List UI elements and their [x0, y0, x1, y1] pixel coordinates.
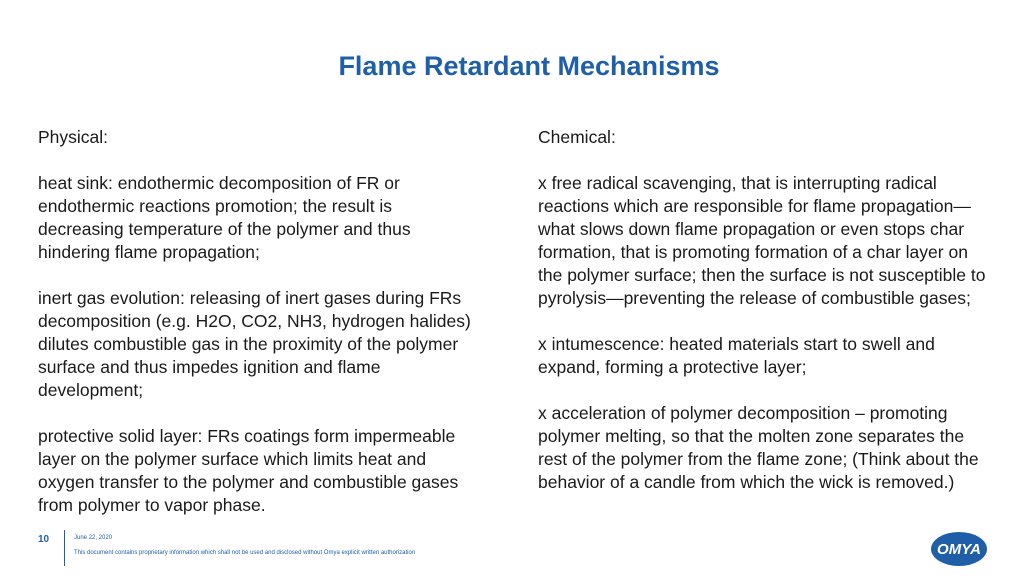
text-line: heat sink: endothermic decomposition of FR or: [38, 173, 400, 193]
text-line: decomposition (e.g. H2O, CO2, NH3, hydrogen halides): [38, 311, 471, 331]
text-line: dilutes combustible gas in the proximity of the polymer: [38, 334, 459, 354]
text-line: rest of the polymer from the flame zone; (Think about the: [538, 449, 979, 469]
physical-protective-layer: [38, 425, 471, 517]
text-line: x acceleration of polymer decomposition – promoting: [538, 403, 948, 423]
text-line: protective solid layer: FRs coatings form impermeable: [38, 426, 456, 446]
page-title: Flame Retardant Mechanisms: [338, 51, 720, 81]
footer-date: June 22, 2020: [74, 535, 113, 541]
text-line: layer on the polymer surface which limits heat and: [38, 449, 427, 469]
text-line: inert gas evolution: releasing of inert gases during FRs: [38, 288, 462, 308]
text-line: from polymer to vapor phase.: [38, 495, 266, 515]
chemical-column: [538, 126, 985, 494]
text-line: oxygen transfer to the polymer and combustible gases: [38, 472, 459, 492]
text-line: pyrolysis—preventing the release of combustible gases;: [538, 288, 971, 308]
physical-column: [38, 126, 471, 517]
physical-heat-sink: [38, 172, 471, 264]
footer-divider: [64, 530, 65, 566]
text-line: expand, forming a protective layer;: [538, 357, 807, 377]
chemical-radical-scavenging: [538, 172, 985, 310]
footer-disclaimer: This document contains proprietary information which shall not be used and disclosed without Omya explicit written authorization: [74, 550, 416, 556]
logo-text: OMYA: [937, 541, 981, 558]
text-line: x free radical scavenging, that is interrupting radical: [538, 173, 937, 193]
text-line: formation, that is promoting formation of a char layer on: [538, 242, 968, 262]
text-line: the polymer surface; then the surface is not susceptible to: [538, 265, 986, 285]
text-line: behavior of a candle from which the wick is removed.): [538, 472, 955, 492]
text-line: surface and thus impedes ignition and flame: [38, 357, 381, 377]
text-line: hindering flame propagation;: [38, 242, 260, 262]
physical-heading: Physical:: [38, 127, 109, 147]
text-line: x intumescence: heated materials start to swell and: [538, 334, 935, 354]
chemical-intumescence: [538, 333, 985, 379]
physical-inert-gas: [38, 287, 471, 402]
text-line: reactions which are responsible for flame propagation—: [538, 196, 971, 216]
text-line: what slows down flame propagation or even stops char: [538, 219, 965, 239]
page-number: 10: [38, 534, 50, 545]
chemical-polymer-decomposition: [538, 402, 985, 494]
text-line: decreasing temperature of the polymer and thus: [38, 219, 411, 239]
text-line: development;: [38, 380, 144, 400]
text-line: endothermic reactions promotion; the result is: [38, 196, 393, 216]
text-line: polymer melting, so that the molten zone separates the: [538, 426, 965, 446]
chemical-heading: Chemical:: [538, 127, 616, 147]
omya-logo-icon: [929, 529, 989, 569]
